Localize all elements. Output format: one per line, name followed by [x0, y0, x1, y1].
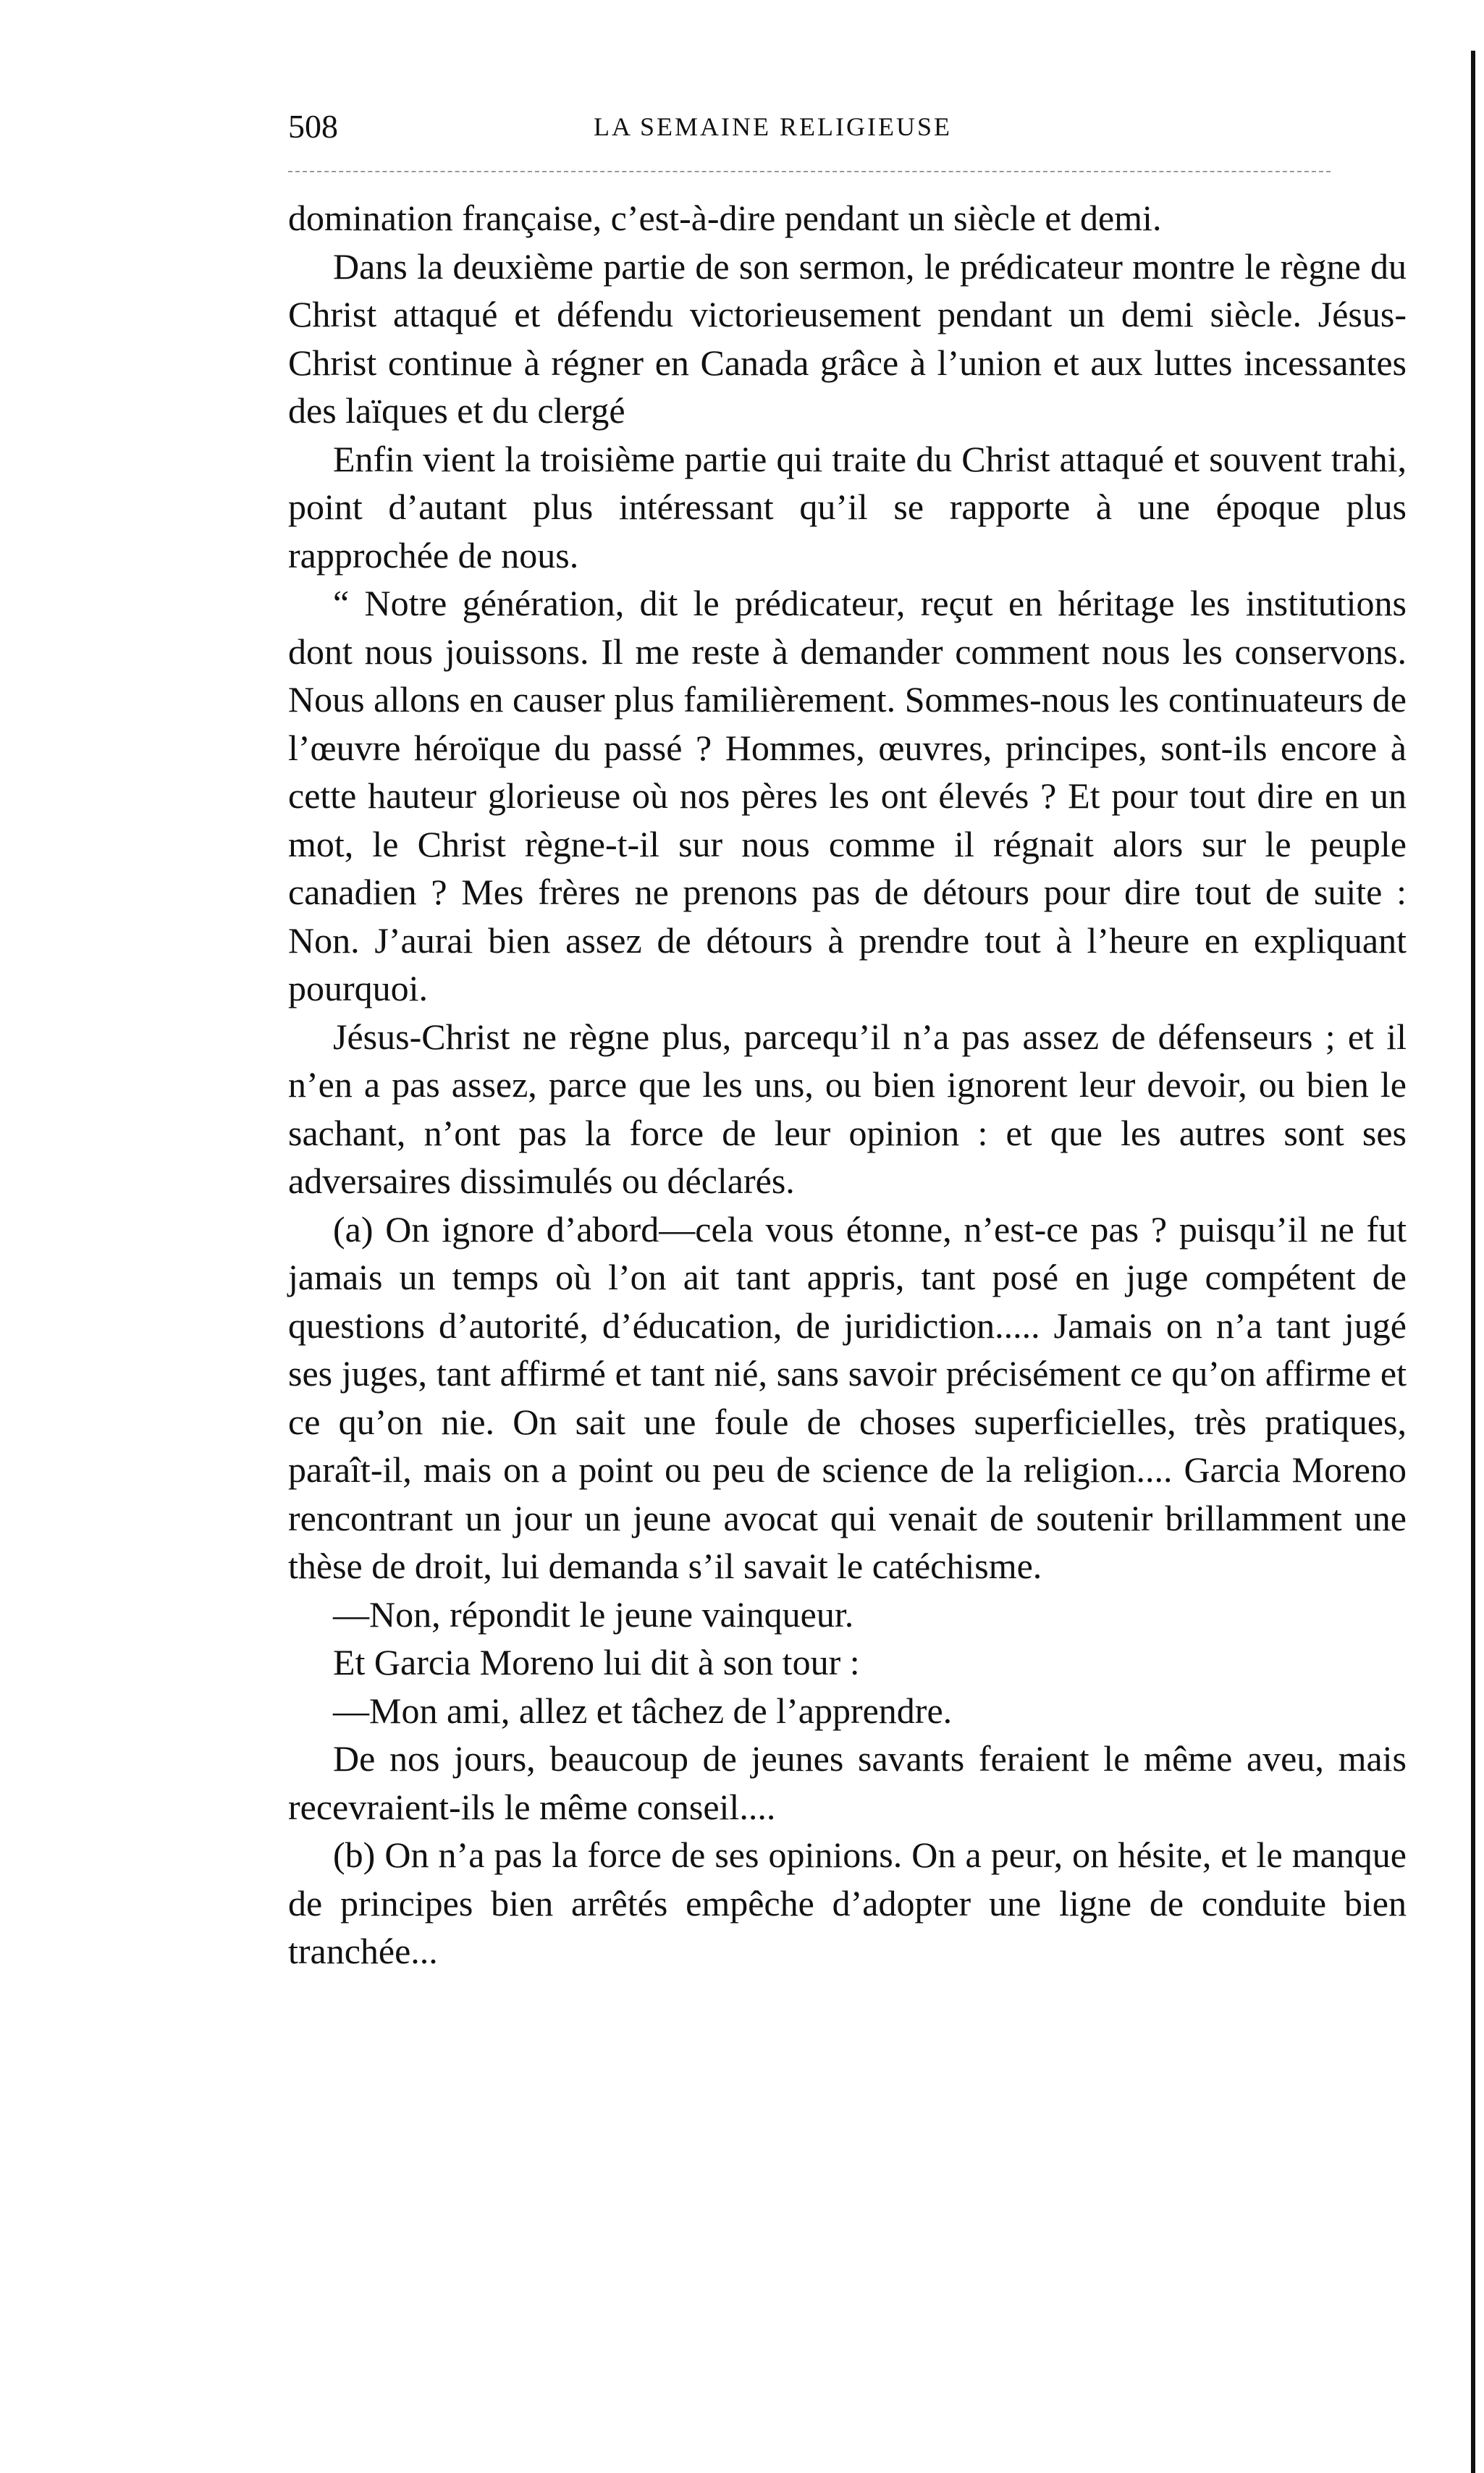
- body-text: [288, 194, 1407, 1976]
- header-rule: [288, 171, 1331, 172]
- paragraph: (b) On n’a pas la force de ses opinions. On a peur, on hésite, et le manque de principes bien arrêtés empêche d’adopter une ligne de conduite bien tranchée...: [288, 1834, 1407, 1971]
- paragraph: “ Notre génération, dit le prédicateur, reçut en héritage les institutions dont nous jouissons. Il me reste à demander comment nous les conservons. Nous allons en causer plus familièrement. Sommes-nous les continuateurs de l’œuvre héroïque du passé ? Hommes, œuvres, principes, sont-ils encore à cette hauteur glorieuse où nos pères les ont élevés ? Et pour tout dire en un mot, le Christ règne-t-il sur nous comme il régnait alors sur le peuple canadien ? Mes frères ne prenons pas de détours pour dire tout de suite : Non. J’aurai bien assez de détours à prendre tout à l’heure en expliquant pourquoi.: [288, 583, 1407, 1008]
- paragraph: domination française, c’est-à-dire pendant un siècle et demi.: [288, 198, 1162, 238]
- paragraph: —Mon ami, allez et tâchez de l’apprendre.: [333, 1690, 953, 1731]
- paragraph: Enfin vient la troisième partie qui traite du Christ attaqué et souvent trahi, point d’autant plus intéressant qu’il se rapporte à une époque plus rapprochée de nous.: [288, 438, 1407, 576]
- page-edge-rule: [1471, 51, 1475, 2473]
- paragraph: (a) On ignore d’abord—cela vous étonne, n’est-ce pas ? puisqu’il ne fut jamais un temps où l’on ait tant appris, tant posé en juge compétent de questions d’autorité, d’éducation, de juridiction..... Jamais on n’a tant jugé ses juges, tant affirmé et tant nié, sans savoir précisément ce qu’on affirme et ce qu’on nie. On sait une foule de choses superficielles, très pratiques, paraît-il, mais on a point ou peu de science de la religion.... Garcia Moreno rencontrant un jour un jeune avocat qui venait de soutenir brillamment une thèse de droit, lui demanda s’il savait le catéchisme.: [288, 1208, 1407, 1586]
- paragraph: Et Garcia Moreno lui dit à son tour :: [333, 1642, 860, 1682]
- paragraph: —Non, répondit le jeune vainqueur.: [333, 1593, 854, 1635]
- page-header: [0, 107, 1484, 151]
- paragraph: Jésus-Christ ne règne plus, parcequ’il n’a pas assez de défenseurs ; et il n’en a pas assez, parce que les uns, ou bien ignorent leur devoir, ou bien le sachant, n’ont pas la force de leur opinion : et que les autres sont ses adversaires dissimulés ou déclarés.: [288, 1016, 1407, 1201]
- paragraph: De nos jours, beaucoup de jeunes savants feraient le même aveu, mais recevraient-ils le même conseil....: [288, 1738, 1407, 1827]
- page-number: 508: [288, 108, 338, 145]
- paragraph: Dans la deuxième partie de son sermon, le prédicateur montre le règne du Christ attaqué et défendu victorieusement pendant un demi siècle. Jésus-Christ continue à régner en Canada grâce à l’union et aux luttes incessantes des laïques et du clergé: [288, 245, 1407, 431]
- running-title: LA SEMAINE RELIGIEUSE: [594, 112, 952, 141]
